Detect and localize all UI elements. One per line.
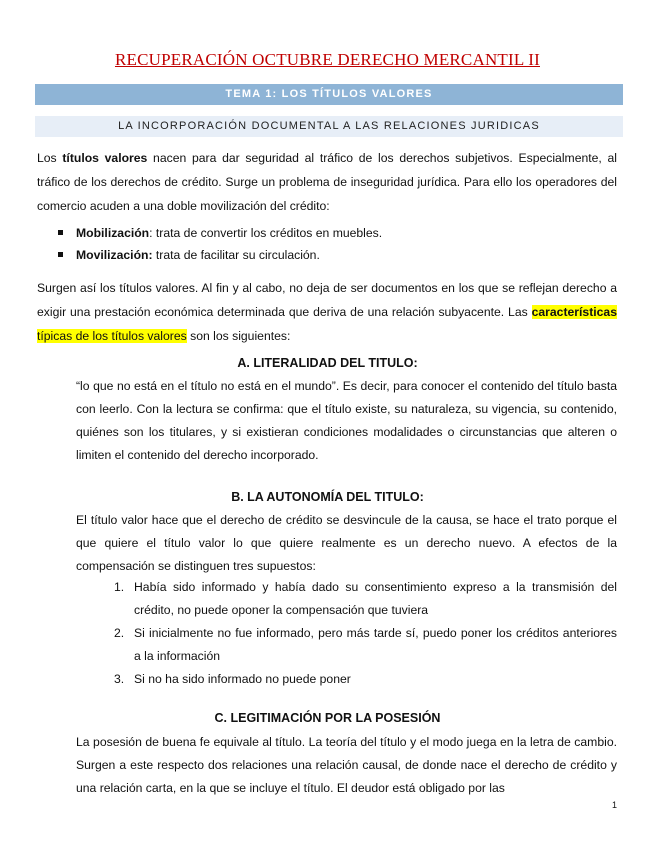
section-a-text: “lo que no está en el título no está en el mundo”. Es decir, para conocer el contenido del título basta con leerlo. Con la lectura se confirma: que el título existe, su naturaleza, su vigencia, su contenido, quiénes son los titulares, y si existieran condiciones modalidades o circunstancias que alteren o limiten el contenido del derecho incorporado. <box>76 379 617 462</box>
bullet-term: Mobilización <box>76 226 150 240</box>
section-b-heading: B. LA AUTONOMÍA DEL TITULO: <box>231 490 424 504</box>
document-title: RECUPERACIÓN OCTUBRE DERECHO MERCANTIL II <box>114 50 540 69</box>
bullet-list <box>58 222 382 266</box>
surgen-paragraph <box>37 276 617 348</box>
numbered-list <box>114 576 617 691</box>
bullet-text: trata de facilitar su circulación. <box>152 248 320 262</box>
surgen-pre: Surgen así los títulos valores. Al fin y al cabo, no deja de ser documentos en los que se reflejan derecho a exigir una prestación económica determinada que deriva de una relación subyacente. Las <box>37 281 617 319</box>
highlight-bold: características <box>531 305 617 319</box>
bullet-text: : trata de convertir los créditos en muebles. <box>149 226 383 240</box>
list-item <box>58 244 382 266</box>
list-item <box>114 622 617 668</box>
list-item <box>58 222 382 244</box>
highlight-rest: típicas de los títulos valores <box>37 329 187 343</box>
section-b-text: El título valor hace que el derecho de crédito se desvincule de la causa, se hace el trato porque el que quiere el título valor lo que quiere realmente es un derecho nuevo. A efectos de la compensación se distinguen tres supuestos: <box>76 513 617 573</box>
bullet-term: Movilización: <box>76 248 153 262</box>
section-a-heading: A. LITERALIDAD DEL TITULO: <box>237 356 418 370</box>
list-item <box>114 576 617 622</box>
subtema-banner: LA INCORPORACIÓN DOCUMENTAL A LAS RELACIONES JURIDICAS <box>35 116 623 137</box>
section-c-text: La posesión de buena fe equivale al título. La teoría del título y el modo juega en la letra de cambio. Surgen a este respecto dos relaciones una relación causal, de donde nace el derecho de crédito y una relación carta, en la que se incluye el título. El deudor está obligado por las <box>76 735 617 795</box>
item-number: 3. <box>114 672 125 686</box>
item-text: Había sido informado y había dado su consentimiento expreso a la transmisión del crédito, no puede oponer la compensación que tuviera <box>134 580 617 617</box>
item-number: 2. <box>114 626 125 640</box>
list-item <box>114 668 617 691</box>
intro-pre: Los <box>37 151 63 165</box>
item-text: Si no ha sido informado no puede poner <box>134 672 351 686</box>
item-text: Si inicialmente no fue informado, pero más tarde sí, puedo poner los créditos anteriores a la información <box>134 626 617 663</box>
page-number: 1 <box>611 800 617 810</box>
item-number: 1. <box>114 580 125 594</box>
tema-banner: TEMA 1: LOS TÍTULOS VALORES <box>35 84 623 105</box>
surgen-post: son los siguientes: <box>186 329 291 343</box>
section-c-heading: C. LEGITIMACIÓN POR LA POSESIÓN <box>214 711 441 725</box>
intro-post: nacen para dar seguridad al tráfico de los derechos subjetivos. Especialmente, al tráfico de los derechos de crédito. Surge un problema de inseguridad jurídica. Para ello los operadores del comercio acuden a una doble movilización del crédito: <box>37 151 617 213</box>
intro-bold-term: títulos valores <box>62 151 148 165</box>
intro-paragraph <box>37 146 617 218</box>
